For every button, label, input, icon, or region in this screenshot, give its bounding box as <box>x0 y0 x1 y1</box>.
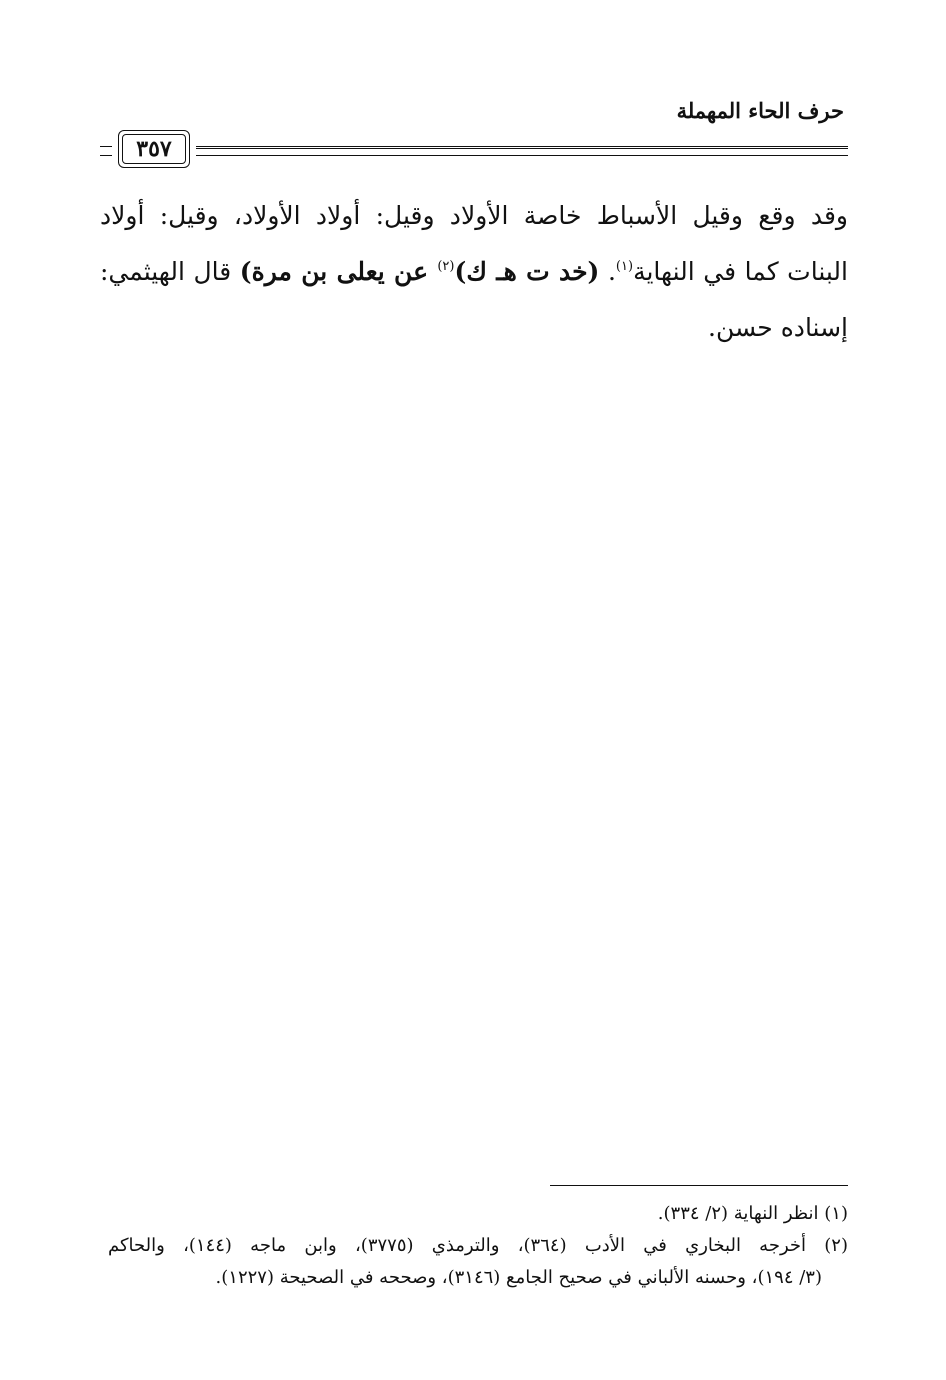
body-line-1: وقد وقع وقيل الأسباط خاصة الأولاد وقيل: أولاد الأولاد، وقيل: أولاد <box>100 201 848 230</box>
body-text <box>100 188 848 356</box>
footnote-ref-1: (١) <box>615 259 634 274</box>
body-text-segment: قال الهيثمي: <box>100 257 240 286</box>
narrator-name: عن يعلى بن مرة) <box>239 257 438 286</box>
page-number-frame <box>118 130 190 168</box>
source-sigla: (خد ت هـ ك) <box>454 257 600 286</box>
body-text-segment: . <box>599 257 616 286</box>
footnote-1: (١) انظر النهاية (٢/ ٣٣٤). <box>657 1203 848 1224</box>
body-line-2 <box>100 244 848 300</box>
footnote-ref-2: (٢) <box>437 259 455 274</box>
running-title: حرف الحاء المهملة <box>676 98 844 123</box>
header-rule-left-segment <box>100 146 112 156</box>
body-line-3: إسناده حسن. <box>708 313 848 342</box>
header-rule <box>100 138 848 168</box>
footnote-separator <box>550 1185 848 1186</box>
body-text-segment: البنات كما في النهاية <box>633 257 848 286</box>
header-rule-right-segment <box>196 146 848 156</box>
footnote-2-line-2: (٣/ ١٩٤)، وحسنه الألباني في صحيح الجامع (٣١٤٦)، وصححه في الصحيحة (١٢٢٧). <box>215 1267 822 1288</box>
page-number: ٣٥٧ <box>122 134 186 164</box>
footnote-2-line-1: (٢) أخرجه البخاري في الأدب (٣٦٤)، والترمذي (٣٧٧٥)، وابن ماجه (١٤٤)، والحاكم <box>108 1235 848 1256</box>
footnotes <box>108 1198 848 1294</box>
